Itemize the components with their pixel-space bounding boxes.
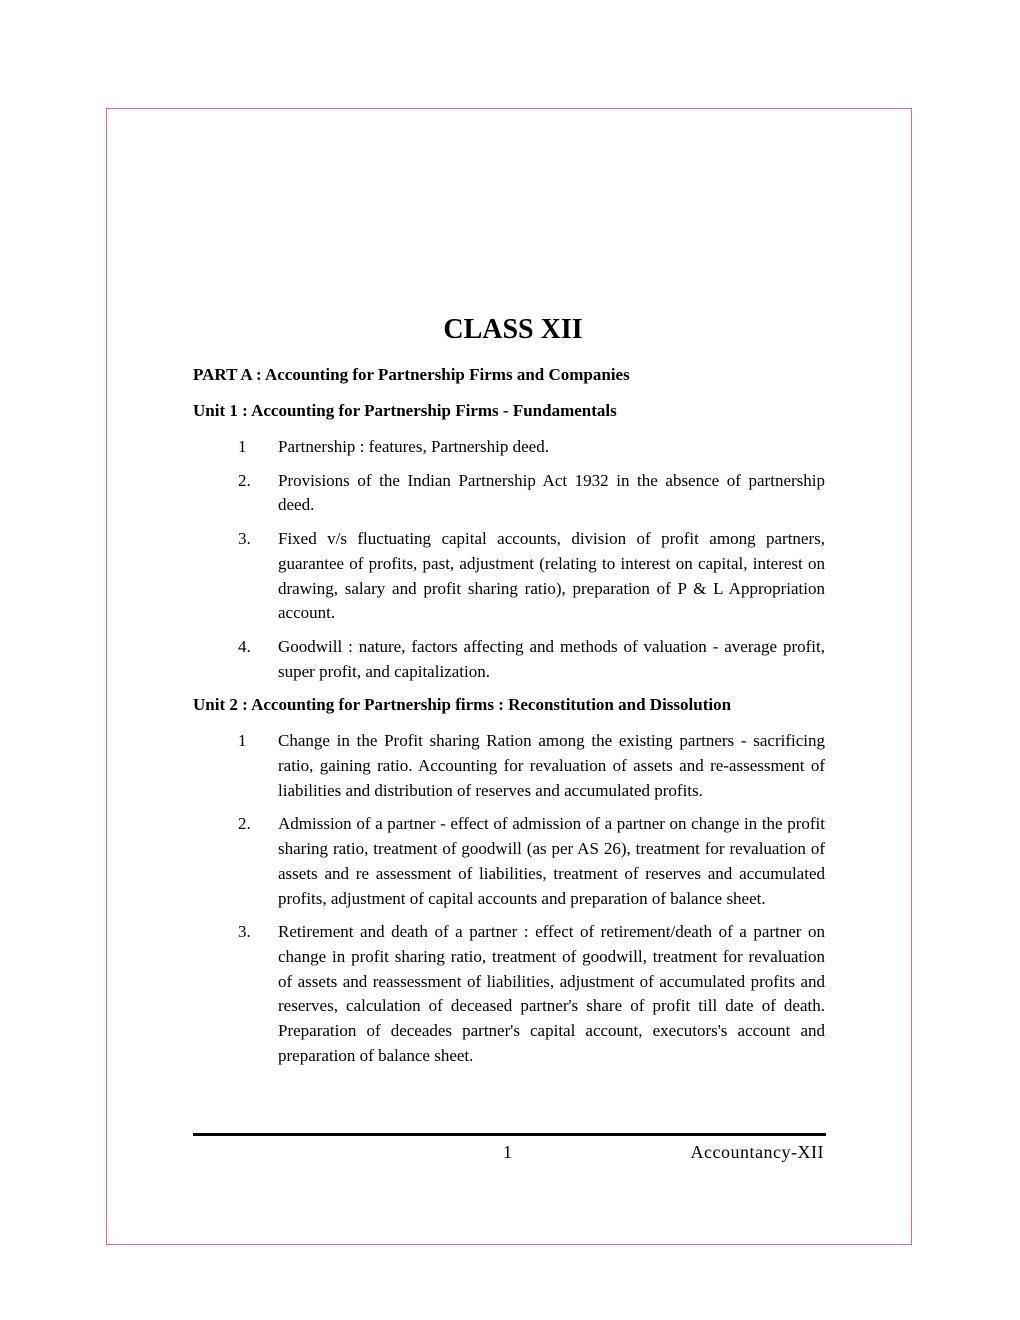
list-item [193, 920, 825, 1068]
list-item-text: Change in the Profit sharing Ration among the existing partners - sacrificing ratio, gaining ratio. Accounting for revaluation of assets and re-assessment of liabilities and distribution of reserves and accumulated profits. [278, 731, 825, 800]
list-item-number: 4. [238, 636, 251, 656]
part-heading: PART A : Accounting for Partnership Firms and Companies [193, 365, 630, 384]
list-item [193, 469, 825, 518]
list-item [193, 435, 825, 460]
list-item-text: Retirement and death of a partner : effect of retirement/death of a partner on change in profit sharing ratio, treatment of goodwill, treatment for revaluation of assets and reassessment of liabilities, adjustment of accumulated profits and reserves, calculation of deceased partner's share of profit till date of death. Preparation of deceades partner's capital account, executors's account and preparation of balance sheet. [278, 922, 825, 1065]
list-item [193, 729, 825, 803]
list-item-number: 2. [238, 470, 251, 490]
list-item-text: Provisions of the Indian Partnership Act 1932 in the absence of partnership deed. [278, 470, 825, 515]
list-item-number: 3. [238, 922, 251, 942]
list-item [193, 635, 825, 684]
unit2-heading: Unit 2 : Accounting for Partnership firms : Reconstitution and Dissolution [193, 695, 732, 715]
list-item-text: Partnership : features, Partnership deed. [278, 437, 549, 456]
footer-rule [193, 1133, 826, 1136]
list-item-text: Goodwill : nature, factors affecting and methods of valuation - average profit, super profit, and capitalization. [278, 636, 825, 681]
list-item [193, 527, 825, 626]
book-title: Accountancy-XII [690, 1142, 824, 1162]
page-title: CLASS XII [443, 314, 583, 345]
page-content [193, 314, 825, 1077]
list-item-text: Admission of a partner - effect of admission of a partner on change in the profit sharing ratio, treatment of goodwill (as per AS 26), treatment for revaluation of assets and re assessment of liabilities, treatment of reserves and accumulated profits, adjustment of capital accounts and preparation of balance sheet. [278, 814, 825, 908]
page-number: 1 [503, 1142, 512, 1162]
list-item-number: 3. [238, 529, 251, 549]
list-item [193, 812, 825, 911]
list-item-number: 1 [238, 437, 247, 456]
unit1-heading: Unit 1 : Accounting for Partnership Firms - Fundamentals [193, 401, 617, 420]
list-item-number: 1 [238, 731, 247, 751]
list-item-number: 2. [238, 814, 251, 834]
list-item-text: Fixed v/s fluctuating capital accounts, division of profit among partners, guarantee of profits, past, adjustment (relating to interest on capital, interest on drawing, salary and profit sharing ratio), preparation of P & L Appropriation account. [278, 529, 825, 623]
